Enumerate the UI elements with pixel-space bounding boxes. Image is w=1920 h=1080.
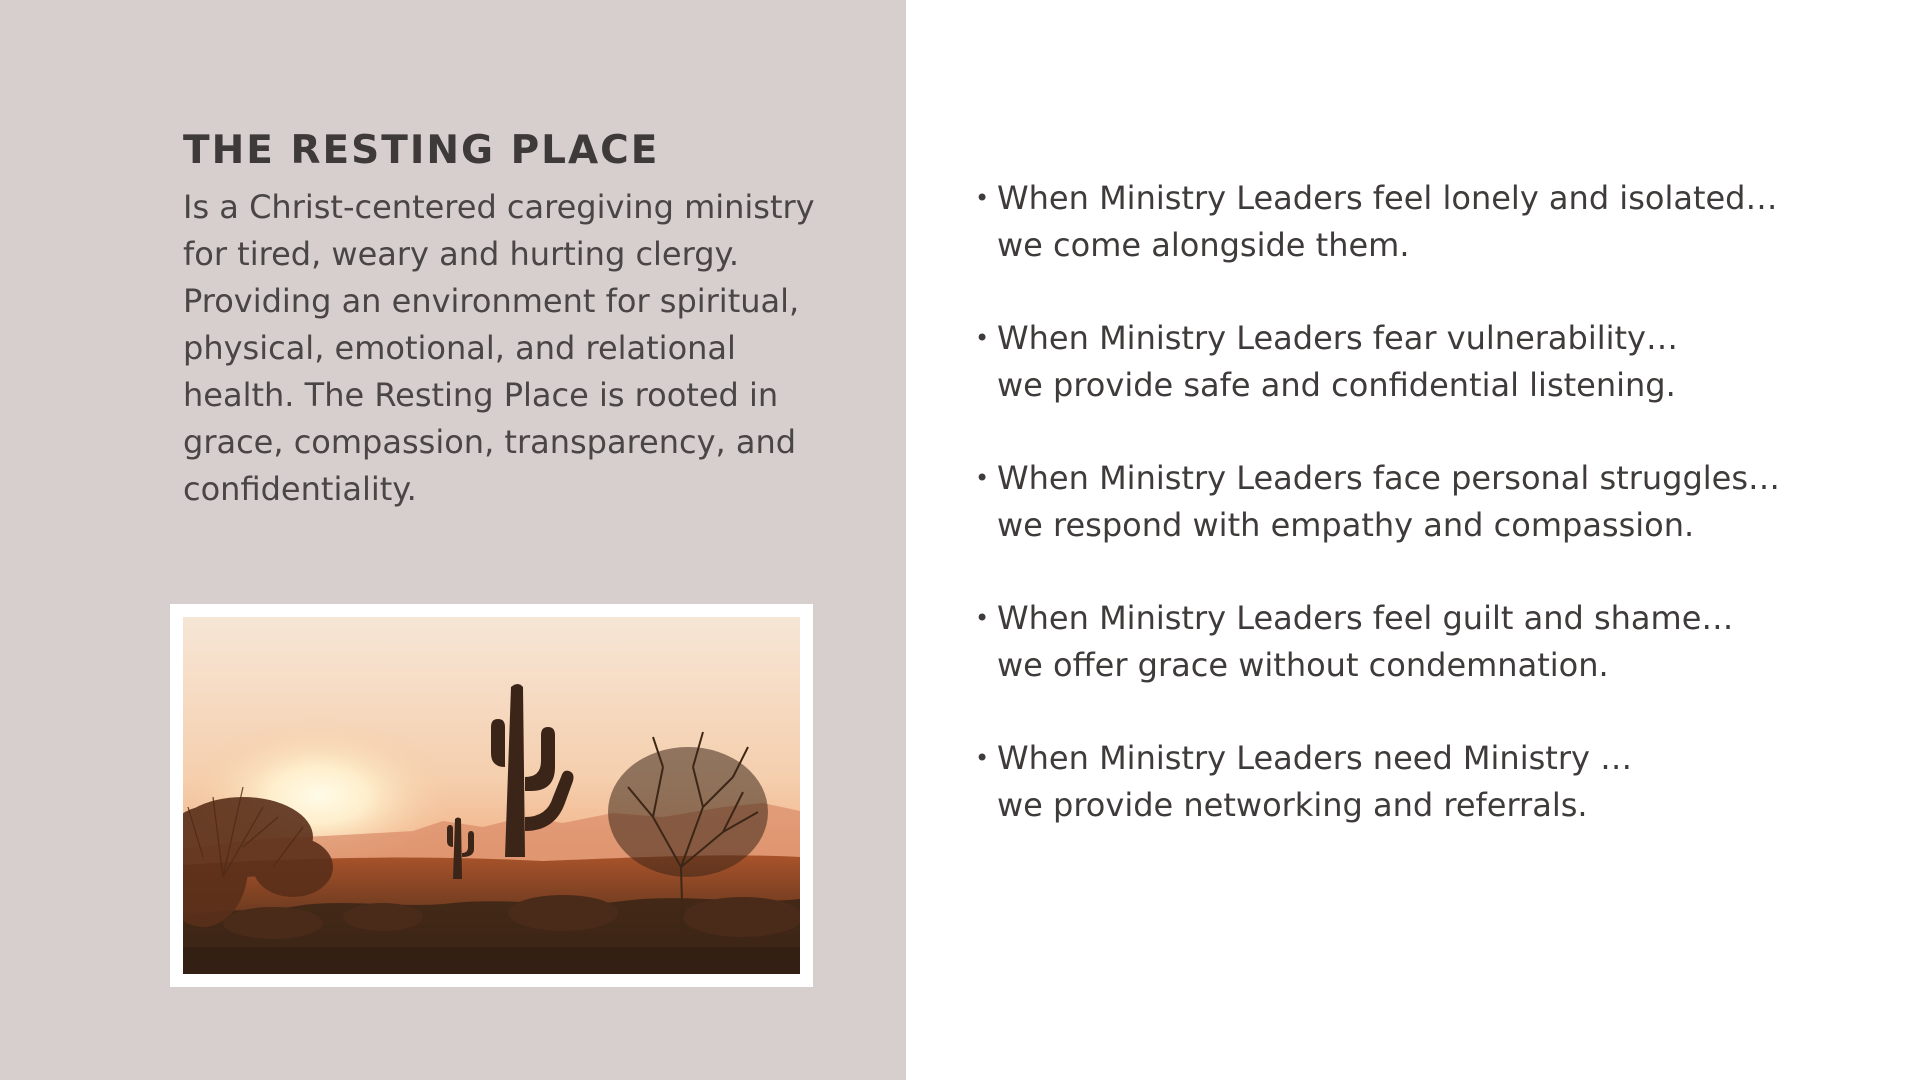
list-item — [975, 595, 1875, 689]
intro-line: confidentiality. — [183, 470, 417, 508]
page-title: THE RESTING PLACE — [183, 128, 660, 173]
point-situation: When Ministry Leaders feel guilt and shame… — [997, 599, 1734, 637]
point-response: we provide networking and referrals. — [997, 786, 1588, 824]
list-item — [975, 175, 1875, 269]
point-response: we come alongside them. — [997, 226, 1410, 264]
list-item — [975, 315, 1875, 409]
intro-line: grace, compassion, transparency, and — [183, 423, 797, 461]
bullet-icon: • — [975, 464, 990, 492]
bullet-icon: • — [975, 744, 990, 772]
point-response: we respond with empathy and compassion. — [997, 506, 1695, 544]
intro-line: Is a Christ-centered caregiving ministry — [183, 188, 815, 226]
intro-line: health. The Resting Place is rooted in — [183, 376, 779, 414]
bullet-icon: • — [975, 324, 990, 352]
point-response: we provide safe and confidential listening. — [997, 366, 1676, 404]
point-situation: When Ministry Leaders face personal struggles… — [997, 459, 1780, 497]
intro-line: physical, emotional, and relational — [183, 329, 736, 367]
intro-paragraph — [183, 184, 843, 513]
intro-line: for tired, weary and hurting clergy. — [183, 235, 740, 273]
desert-sunset-image — [183, 617, 800, 974]
bullet-icon: • — [975, 604, 990, 632]
point-situation: When Ministry Leaders fear vulnerability… — [997, 319, 1678, 357]
point-situation: When Ministry Leaders feel lonely and isolated… — [997, 179, 1778, 217]
desert-sunset-photo — [170, 604, 813, 987]
list-item — [975, 735, 1875, 829]
point-situation: When Ministry Leaders need Ministry … — [997, 739, 1633, 777]
left-panel — [0, 0, 906, 1080]
ministry-points-list — [975, 175, 1875, 875]
point-response: we offer grace without condemnation. — [997, 646, 1609, 684]
list-item — [975, 455, 1875, 549]
bullet-icon: • — [975, 184, 990, 212]
intro-line: Providing an environment for spiritual, — [183, 282, 800, 320]
